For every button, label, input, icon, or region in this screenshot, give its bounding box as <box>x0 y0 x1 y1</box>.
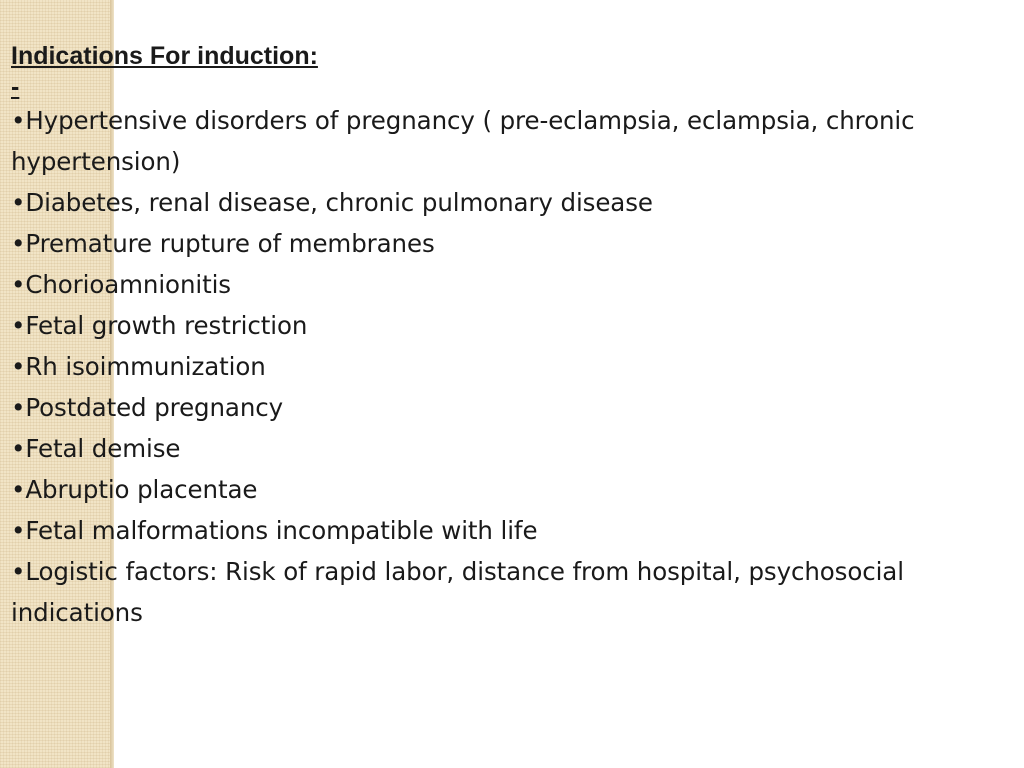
slide-content <box>11 38 1016 633</box>
list-item-malformations: •Fetal malformations incompatible with life <box>11 516 538 545</box>
list-item-postdated: •Postdated pregnancy <box>11 393 284 422</box>
list-item-fetal-demise: •Fetal demise <box>11 434 181 463</box>
list-item-abruptio: •Abruptio placentae <box>11 475 258 504</box>
list-item-diabetes: •Diabetes, renal disease, chronic pulmonary disease <box>11 188 653 217</box>
list-item-logistic: •Logistic factors: Risk of rapid labor, distance from hospital, psychosocial indications <box>11 557 904 627</box>
list-item-hypertensive: •Hypertensive disorders of pregnancy ( pre-eclampsia, eclampsia, chronic hypertension) <box>11 106 915 176</box>
list-item-prom: •Premature rupture of membranes <box>11 229 435 258</box>
list-item-chorioamnionitis: •Chorioamnionitis <box>11 270 231 299</box>
slide-heading: Indications For induction: <box>11 42 318 70</box>
list-item-fgr: •Fetal growth restriction <box>11 311 308 340</box>
heading-dash: - <box>11 73 20 101</box>
list-item-rh: •Rh isoimmunization <box>11 352 266 381</box>
